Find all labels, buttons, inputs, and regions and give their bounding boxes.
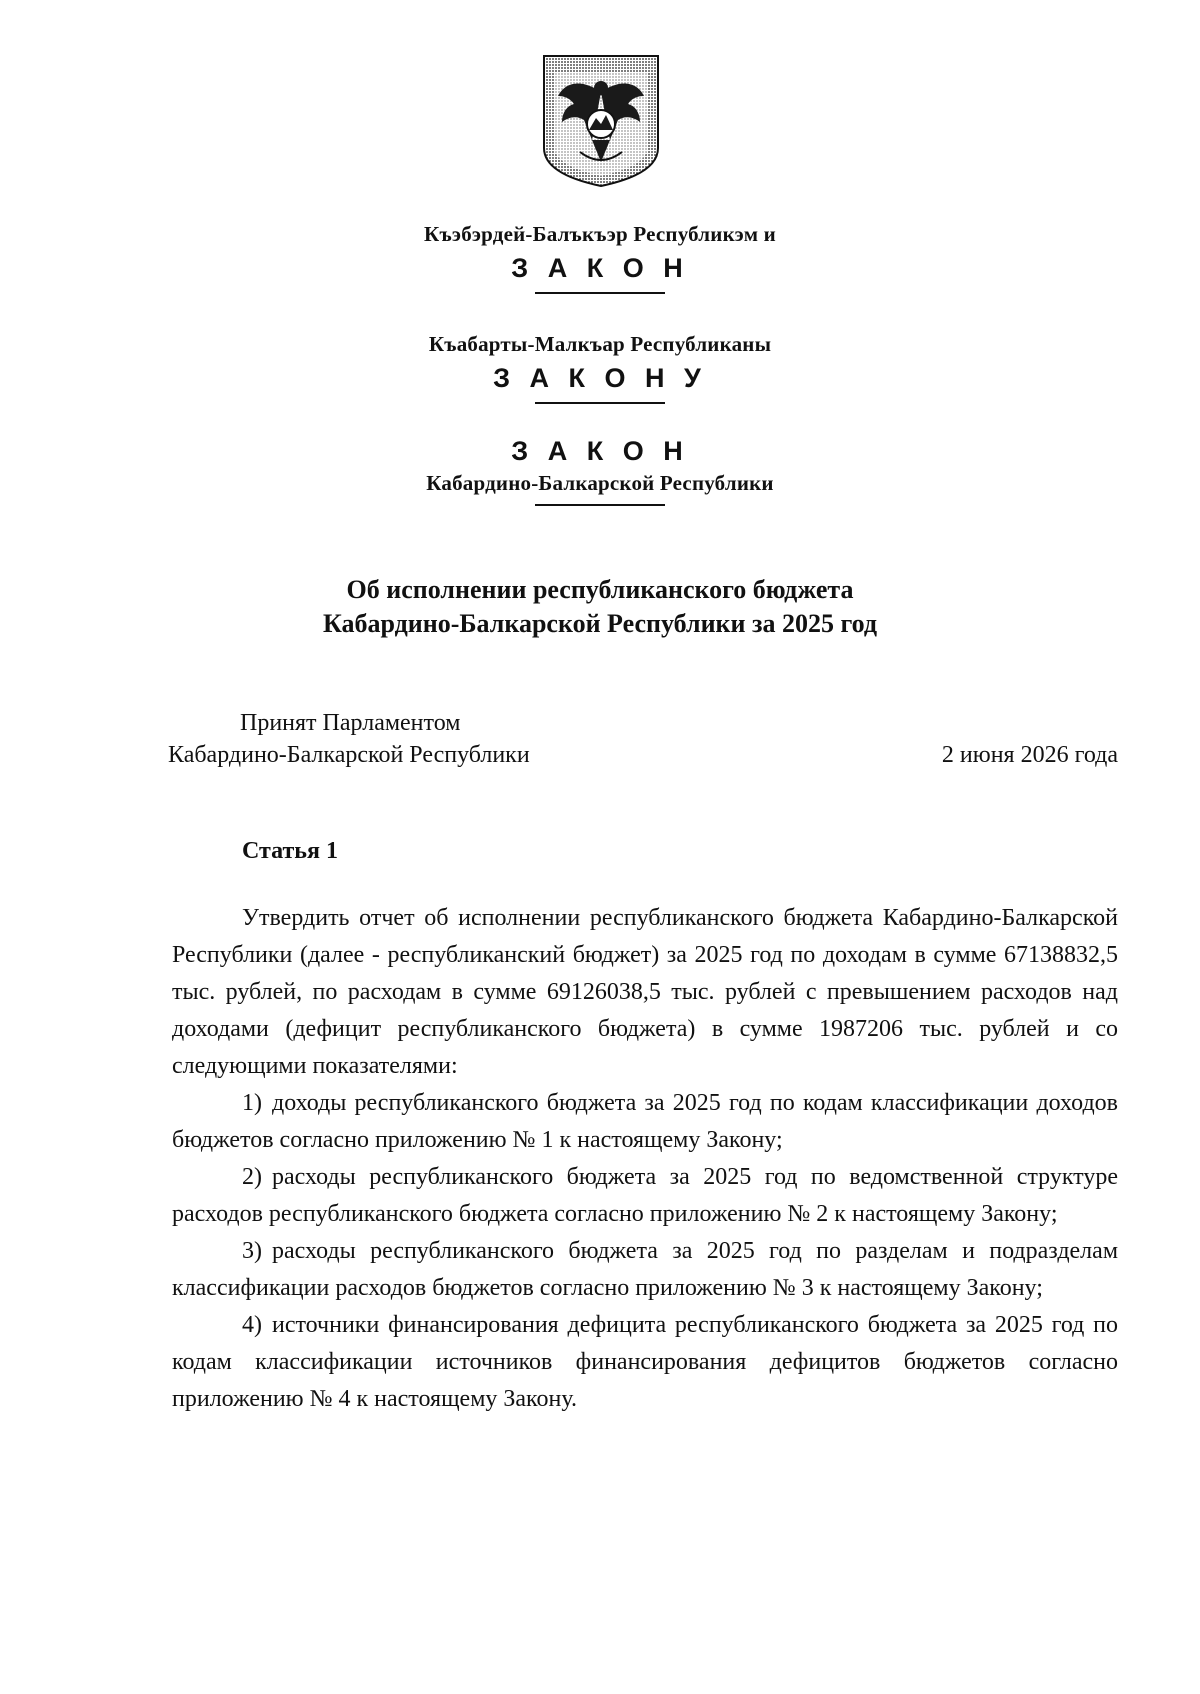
- article-heading: Статья 1: [242, 838, 338, 864]
- list-item: [172, 1307, 1118, 1418]
- russian-header: [0, 436, 1200, 506]
- item-number: 2): [242, 1164, 262, 1190]
- kabardian-republic-line: Къэбэрдей-Балъкъэр Республикэм и: [424, 222, 776, 246]
- russian-republic-line: Кабардино-Балкарской Республики: [426, 471, 774, 495]
- item-text: доходы республиканского бюджета за 2025 год по кодам классификации доходов бюджетов согласно приложению № 1 к настоящему Закону;: [172, 1090, 1118, 1153]
- russian-law-word: З А К О Н: [511, 436, 689, 466]
- item-number: 4): [242, 1312, 262, 1338]
- title-line-2: Кабардино-Балкарской Республики за 2025 год: [322, 609, 878, 638]
- item-number: 1): [242, 1090, 262, 1116]
- divider: [535, 402, 665, 404]
- list-item: [172, 1159, 1118, 1233]
- balkar-law-word: З А К О Н У: [493, 363, 707, 393]
- adoption-block: [168, 707, 530, 771]
- coat-of-arms-icon: [540, 52, 662, 190]
- divider: [535, 504, 665, 506]
- adoption-line-2: Кабардино-Балкарской Республики: [168, 742, 530, 768]
- article-intro: Утвердить отчет об исполнении республиканского бюджета Кабардино-Балкарской Республики (далее - республиканский бюджет) за 2025 год по доходам в сумме 67138832,5 тыс. рублей, по расходам в сумме 69126038,5 тыс. рублей с превышением расходов над доходами (дефицит республиканского бюджета) в сумме 1987206 тыс. рублей и со следующими показателями:: [172, 905, 1118, 1079]
- divider: [535, 292, 665, 294]
- item-text: расходы республиканского бюджета за 2025 год по ведомственной структуре расходов республиканского бюджета согласно приложению № 2 к настоящему Закону;: [172, 1164, 1118, 1227]
- adoption-date: 2 июня 2026 года: [941, 742, 1118, 768]
- kabardian-header: [0, 222, 1200, 294]
- item-text: источники финансирования дефицита республиканского бюджета за 2025 год по кодам классификации источников финансирования дефицитов бюджетов согласно приложению № 4 к настоящему Закону.: [172, 1312, 1118, 1412]
- item-text: расходы республиканского бюджета за 2025 год по разделам и подразделам классификации расходов бюджетов согласно приложению № 3 к настоящему Закону;: [172, 1238, 1118, 1301]
- article-items: [172, 1085, 1118, 1418]
- document-title: [0, 573, 1200, 641]
- list-item: [172, 1085, 1118, 1159]
- item-number: 3): [242, 1238, 262, 1264]
- balkar-republic-line: Къабарты-Малкъар Республиканы: [428, 332, 772, 356]
- adoption-line-1: Принят Парламентом: [240, 710, 461, 736]
- kabardian-law-word: З А К О Н: [511, 253, 689, 283]
- article-body: [172, 900, 1118, 1418]
- list-item: [172, 1233, 1118, 1307]
- title-line-1: Об исполнении республиканского бюджета: [346, 575, 854, 604]
- balkar-header: [0, 332, 1200, 404]
